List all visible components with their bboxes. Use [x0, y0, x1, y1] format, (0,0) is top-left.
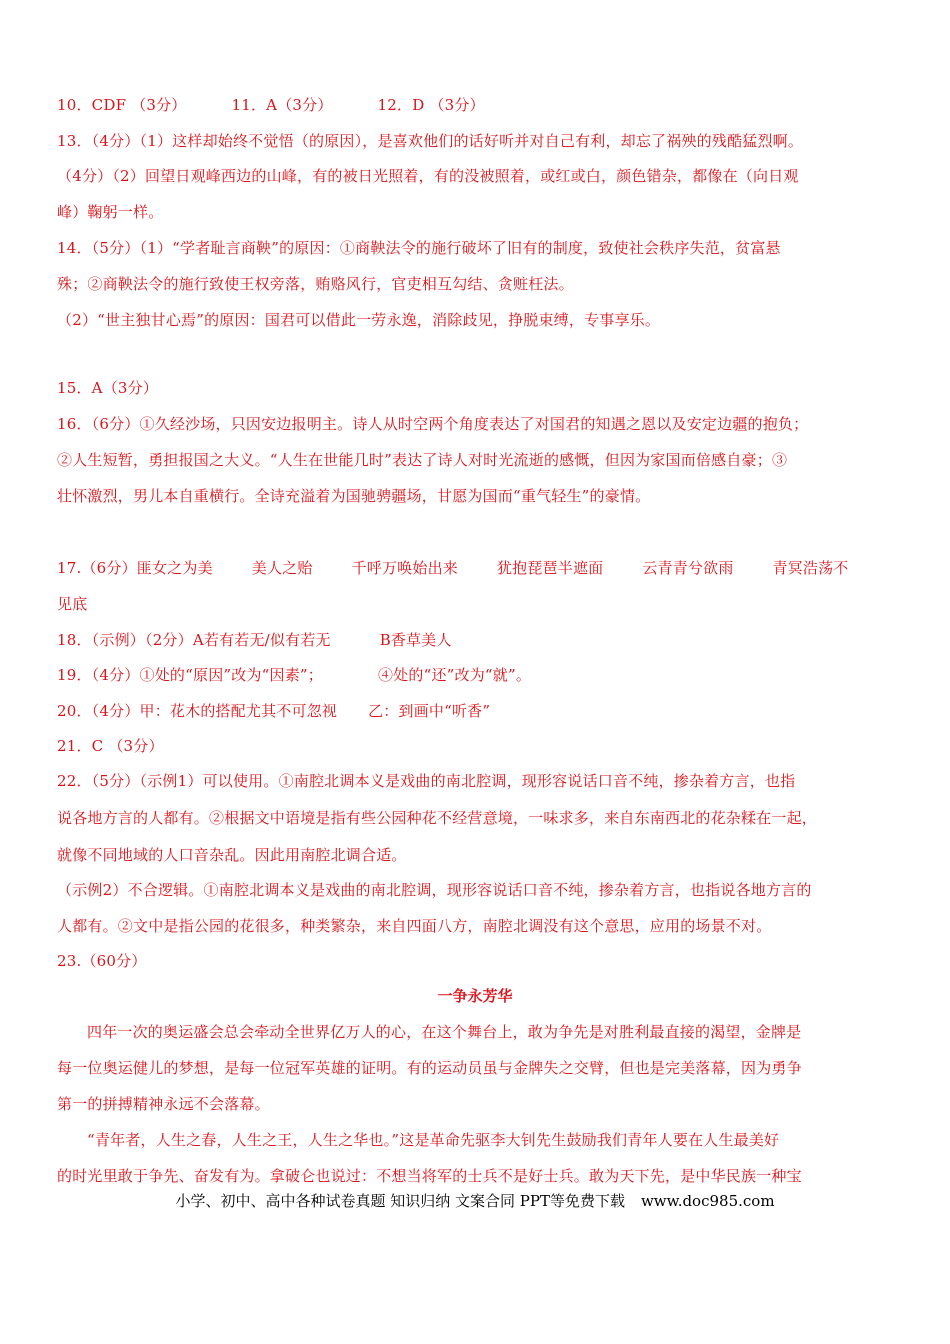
answer-20 [57, 701, 490, 721]
essay-paragraph-1-line-2: 每一位奥运健儿的梦想，是每一位冠军英雄的证明。有的运动员虽与金牌失之交臂，但也是完美落幕，因为勇争 [57, 1059, 802, 1077]
answer-20-b: 乙：到画中“听香” [368, 702, 491, 720]
answer-16-line-1: 16．（6分）①久经沙场，只因安边报明主。诗人从时空两个角度表达了对国君的知遇之恩以及安定边疆的抱负； [57, 415, 809, 433]
answer-17-line-2: 见底 [57, 595, 88, 613]
answer-13-line-3: 峰）鞠躬一样。 [57, 203, 164, 221]
answer-12: 12．D （3分） [377, 96, 485, 114]
essay-title: 一争永芳华 [437, 987, 513, 1005]
answer-16-line-3: 壮怀激烈，男儿本自重横行。全诗充溢着为国驰骋疆场，甘愿为国而“重气轻生”的豪情。 [57, 487, 651, 505]
footer-text: 小学、初中、高中各种试卷真题 知识归纳 文案合同 PPT等免费下载 [175, 1192, 625, 1210]
answer-23: 23.（60分） [57, 952, 147, 970]
answer-19-b: ④处的“还”改为“就”。 [377, 666, 532, 684]
answer-22-line-2: 说各地方言的人都有。②根据文中语境是指有些公园种花不经营意境，一味求多，来自东南西北的花杂糅在一起， [57, 809, 818, 827]
answer-17-line-1 [57, 558, 849, 578]
answer-22-line-5: 人都有。②文中是指公园的花很多，种类繁杂，来自四面八方，南腔北调没有这个意思，应用的场景不对。 [57, 917, 772, 935]
answer-22-line-4: （示例2）不合逻辑。①南腔北调本义是戏曲的南北腔调，现形容说话口音不纯，掺杂着方言，也指说各地方言的 [57, 881, 812, 899]
answer-20-a: 20．（4分）甲：花木的搭配尤其不可忽视 [57, 702, 338, 720]
essay-paragraph-2-line-1: “青年者，人生之春，人生之王，人生之华也。”这是革命先驱李大钊先生鼓励我们青年人要在人生最美好 [87, 1131, 780, 1149]
answer-13-line-2: （4分）（2）回望日观峰西边的山峰，有的被日光照着，有的没被照着，或红或白，颜色错杂，都像在（向日观 [57, 167, 799, 185]
answer-11: 11．A（3分） [231, 96, 333, 114]
page-footer [0, 1191, 950, 1211]
answer-14-line-2: 殊；②商鞅法令的施行致使王权旁落，贿赂风行，官吏相互勾结、贪赃枉法。 [57, 275, 574, 293]
answer-19-a: 19．（4分）①处的“原因”改为“因素”； [57, 666, 324, 684]
answer-10: 10．CDF （3分） [57, 96, 187, 114]
answer-17-item: 云青青兮欲雨 [642, 559, 734, 577]
answer-16-line-2: ②人生短暂，勇担报国之大义。“人生在世能几时”表达了诗人对时光流逝的感慨，但因为家国而倍感自豪；③ [57, 451, 788, 469]
answer-17-item: 美人之贻 [251, 559, 313, 577]
answer-18-b: B香草美人 [379, 631, 452, 649]
answer-22-line-3: 就像不同地域的人口音杂乱。因此用南腔北调合适。 [57, 846, 407, 864]
answer-17-item: 千呼万唤始出来 [351, 559, 458, 577]
answer-18 [57, 630, 452, 650]
answer-14-line-1: 14．（5分）（1）“学者耻言商鞅”的原因：①商鞅法令的施行破坏了旧有的制度，致使社会秩序失范，贫富悬 [57, 239, 781, 257]
essay-paragraph-1-line-3: 第一的拼搏精神永远不会落幕。 [57, 1095, 270, 1113]
answers-10-12 [57, 95, 525, 115]
answer-18-a: 18．（示例）（2分）A若有若无/似有若无 [57, 631, 331, 649]
footer-url: www.doc985.com [640, 1192, 775, 1210]
answer-22-line-1: 22．（5分）（示例1）可以使用。①南腔北调本义是戏曲的南北腔调，现形容说话口音不纯，掺杂着方言，也指 [57, 772, 796, 790]
answer-21: 21．C （3分） [57, 737, 164, 755]
essay-paragraph-2-line-2: 的时光里敢于争先、奋发有为。拿破仑也说过：不想当将军的士兵不是好士兵。敢为天下先，是中华民族一种宝 [57, 1167, 802, 1185]
answer-17-item: 17.（6分）匪女之为美 [57, 559, 213, 577]
answer-14-line-3: （2）“世主独甘心焉”的原因：国君可以借此一劳永逸，消除歧见，挣脱束缚，专事享乐。 [57, 311, 661, 329]
answer-19 [57, 665, 531, 685]
answer-13-line-1: 13．（4分）（1）这样却始终不觉悟（的原因），是喜欢他们的话好听并对自己有利，却忘了祸殃的残酷猛烈啊。 [57, 132, 804, 150]
essay-paragraph-1-line-1: 四年一次的奥运盛会总会牵动全世界亿万人的心，在这个舞台上，敢为争先是对胜利最直接的渴望，金牌是 [87, 1023, 802, 1041]
answer-17-item: 青冥浩荡不 [772, 559, 849, 577]
answer-15: 15．A（3分） [57, 379, 159, 397]
answer-17-item: 犹抱琵琶半遮面 [496, 559, 604, 577]
